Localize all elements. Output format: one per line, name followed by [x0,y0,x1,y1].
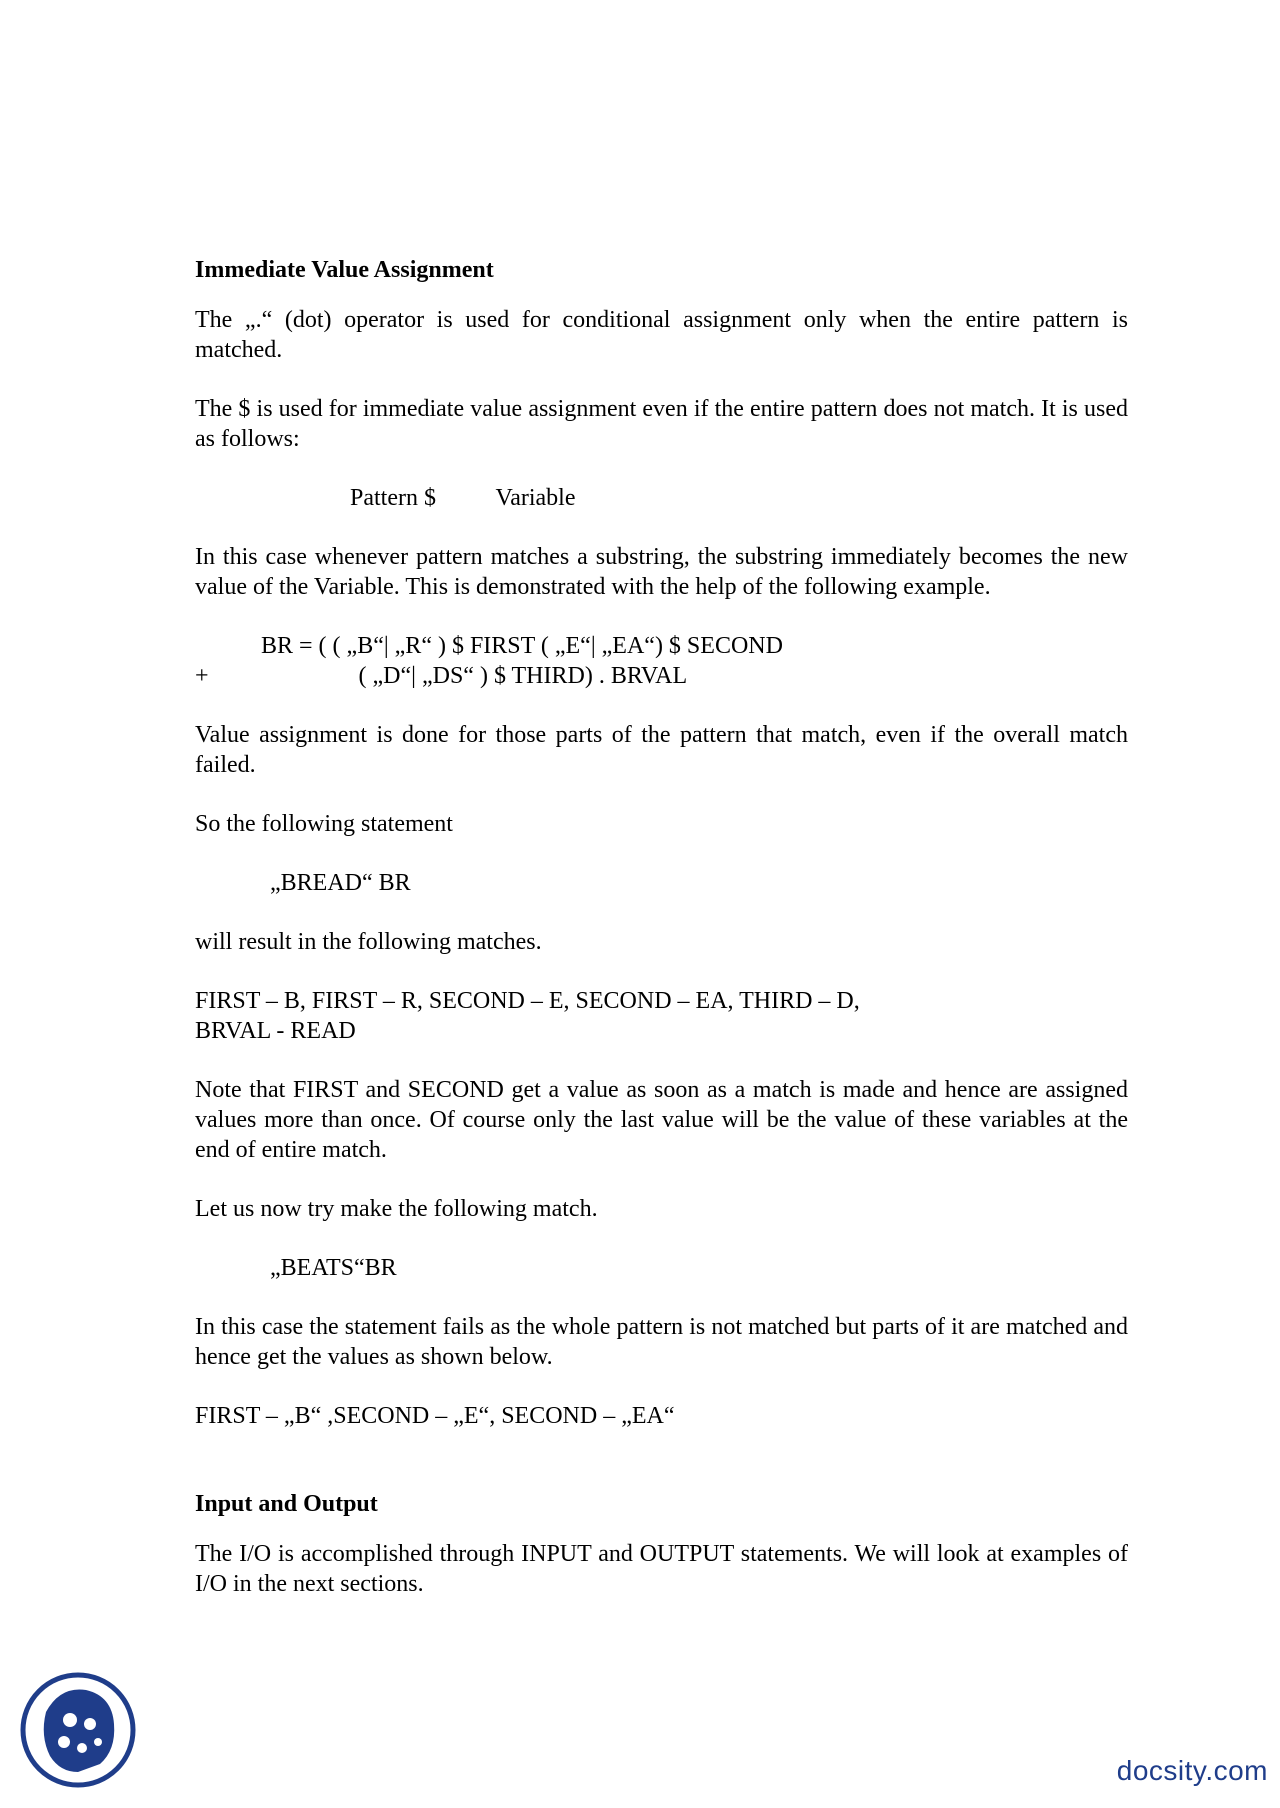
matches-line-2: BRVAL - READ [195,1018,356,1044]
docsity-brand-link[interactable]: docsity.com [1116,1755,1268,1786]
paragraph-note-first-second: Note that FIRST and SECOND get a value as soon as a match is made and hence are assigned values more than once. Of course only the last value will be the value of these variables at the end of entire match. [195,1077,1128,1163]
code-line-1: BR = ( ( „B“| „R“ ) $ FIRST ( „E“| „EA“) $ SECOND [195,633,783,659]
code-line-2: + ( „D“| „DS“ ) $ THIRD) . BRVAL [195,663,688,689]
paragraph-try-match: Let us now try make the following match. [195,1196,598,1222]
matches-list [195,986,1128,1046]
paragraph-statement-fails: In this case the statement fails as the whole pattern is not matched but parts of it are matched and hence get the values as shown below. [195,1314,1128,1370]
document-content [195,255,1128,1628]
statement-bread: „BREAD“ BR [270,870,411,896]
docsity-logo-icon[interactable] [20,1672,136,1788]
paragraph-value-assignment: Value assignment is done for those parts of the pattern that match, even if the overall match failed. [195,722,1128,778]
pattern-variable-example: Pattern $ Variable [350,485,576,511]
paragraph-dot-operator: The „.“ (dot) operator is used for conditional assignment only when the entire pattern is matched. [195,307,1128,363]
section-heading-input-output: Input and Output [195,1491,378,1517]
paragraph-dollar-operator: The $ is used for immediate value assignment even if the entire pattern does not match. It is used as follows: [195,396,1128,452]
spacer [195,1460,1128,1489]
paragraph-pattern-explanation: In this case whenever pattern matches a substring, the substring immediately becomes the new value of the Variable. This is demonstrated with the help of the following example. [195,544,1128,600]
section-heading-immediate-value-assignment: Immediate Value Assignment [195,257,494,283]
statement-beats: „BEATS“BR [270,1255,397,1281]
result-values-line: FIRST – „B“ ,SECOND – „E“, SECOND – „EA“ [195,1403,675,1429]
code-example-br [195,631,1128,691]
paragraph-io: The I/O is accomplished through INPUT and OUTPUT statements. We will look at examples of I/O in the next sections. [195,1541,1128,1597]
paragraph-following-statement: So the following statement [195,811,453,837]
matches-line-1: FIRST – B, FIRST – R, SECOND – E, SECOND – EA, THIRD – D, [195,988,860,1014]
paragraph-result-matches: will result in the following matches. [195,929,542,955]
